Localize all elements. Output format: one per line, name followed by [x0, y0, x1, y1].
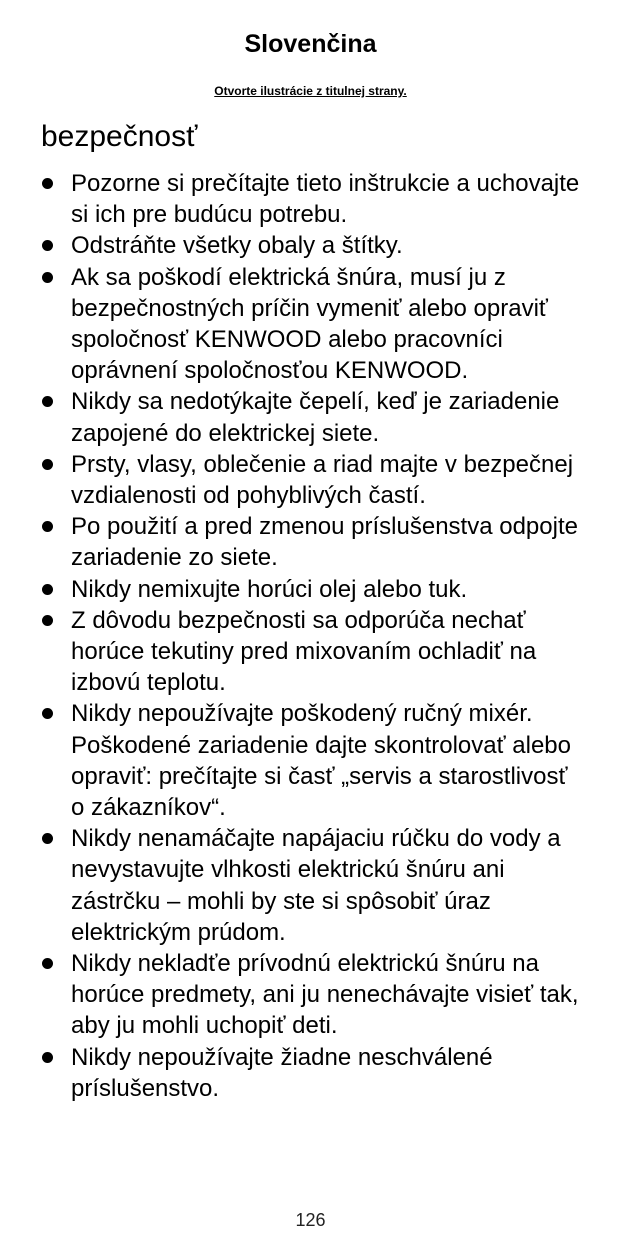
list-item	[0, 262, 621, 387]
list-item-text: Z dôvodu bezpečnosti sa odporúča nechať horúce tekutiny pred mixovaním ochladiť na izbovú teplotu.	[71, 606, 537, 697]
list-item-text: Nikdy nepoužívajte žiadne neschválené príslušenstvo.	[71, 1043, 493, 1102]
page-number: 126	[295, 1210, 326, 1230]
bullet-icon	[42, 708, 53, 719]
list-item	[0, 574, 621, 605]
bullet-icon	[42, 459, 53, 470]
bullet-icon	[42, 521, 53, 532]
list-item	[0, 511, 621, 573]
page-title: Slovenčina	[244, 30, 377, 58]
section-heading: bezpečnosť	[41, 120, 198, 153]
bullet-icon	[42, 396, 53, 407]
list-item-text: Po použití a pred zmenou príslušenstva odpojte zariadenie zo siete.	[71, 513, 578, 572]
list-item-text: Pozorne si prečítajte tieto inštrukcie a uchovajte si ich pre budúcu potrebu.	[71, 170, 580, 229]
safety-list	[0, 168, 621, 1104]
bullet-icon	[42, 178, 53, 189]
list-item-text: Prsty, vlasy, oblečenie a riad majte v bezpečnej vzdialenosti od pohyblivých častí.	[71, 450, 574, 510]
list-item	[0, 449, 621, 511]
list-item	[0, 1042, 621, 1104]
list-item	[0, 823, 621, 948]
bullet-icon	[42, 1052, 53, 1063]
list-item-text: Nikdy nepoužívajte poškodený ručný mixér. Poškodené zariadenie dajte skontrolovať alebo opraviť: prečítajte si časť „servis a starostlivosť o zákazníkov“.	[71, 700, 572, 822]
list-item	[0, 168, 621, 230]
bullet-icon	[42, 272, 53, 283]
list-item-text: Nikdy nekladťe prívodnú elektrickú šnúru na horúce predmety, ani ju nenechávajte visieť tak, aby ju mohli uchopiť deti.	[71, 950, 579, 1040]
bullet-icon	[42, 584, 53, 595]
list-item	[0, 386, 621, 448]
list-item	[0, 605, 621, 699]
list-item-text: Nikdy nenamáčajte napájaciu rúčku do vody a nevystavujte vlhkosti elektrickú šnúru ani zástrčku – mohli by ste si spôsobiť úraz elektrickým prúdom.	[71, 825, 561, 946]
list-item	[0, 948, 621, 1042]
list-item	[0, 698, 621, 823]
bullet-icon	[42, 240, 53, 251]
list-item-text: Odstráňte všetky obaly a štítky.	[71, 232, 403, 260]
list-item	[0, 230, 621, 261]
list-item-text: Nikdy nemixujte horúci olej alebo tuk.	[71, 575, 468, 603]
illustrations-note: Otvorte ilustrácie z titulnej strany.	[214, 84, 407, 98]
list-item-text: Nikdy sa nedotýkajte čepelí, keď je zariadenie zapojené do elektrickej siete.	[71, 388, 560, 447]
bullet-icon	[42, 958, 53, 969]
bullet-icon	[42, 833, 53, 844]
bullet-icon	[42, 615, 53, 626]
list-item-text: Ak sa poškodí elektrická šnúra, musí ju z bezpečnostných príčin vymeniť alebo opraviť spoločnosť KENWOOD alebo pracovníci oprávnení spoločnosťou KENWOOD.	[71, 263, 548, 385]
